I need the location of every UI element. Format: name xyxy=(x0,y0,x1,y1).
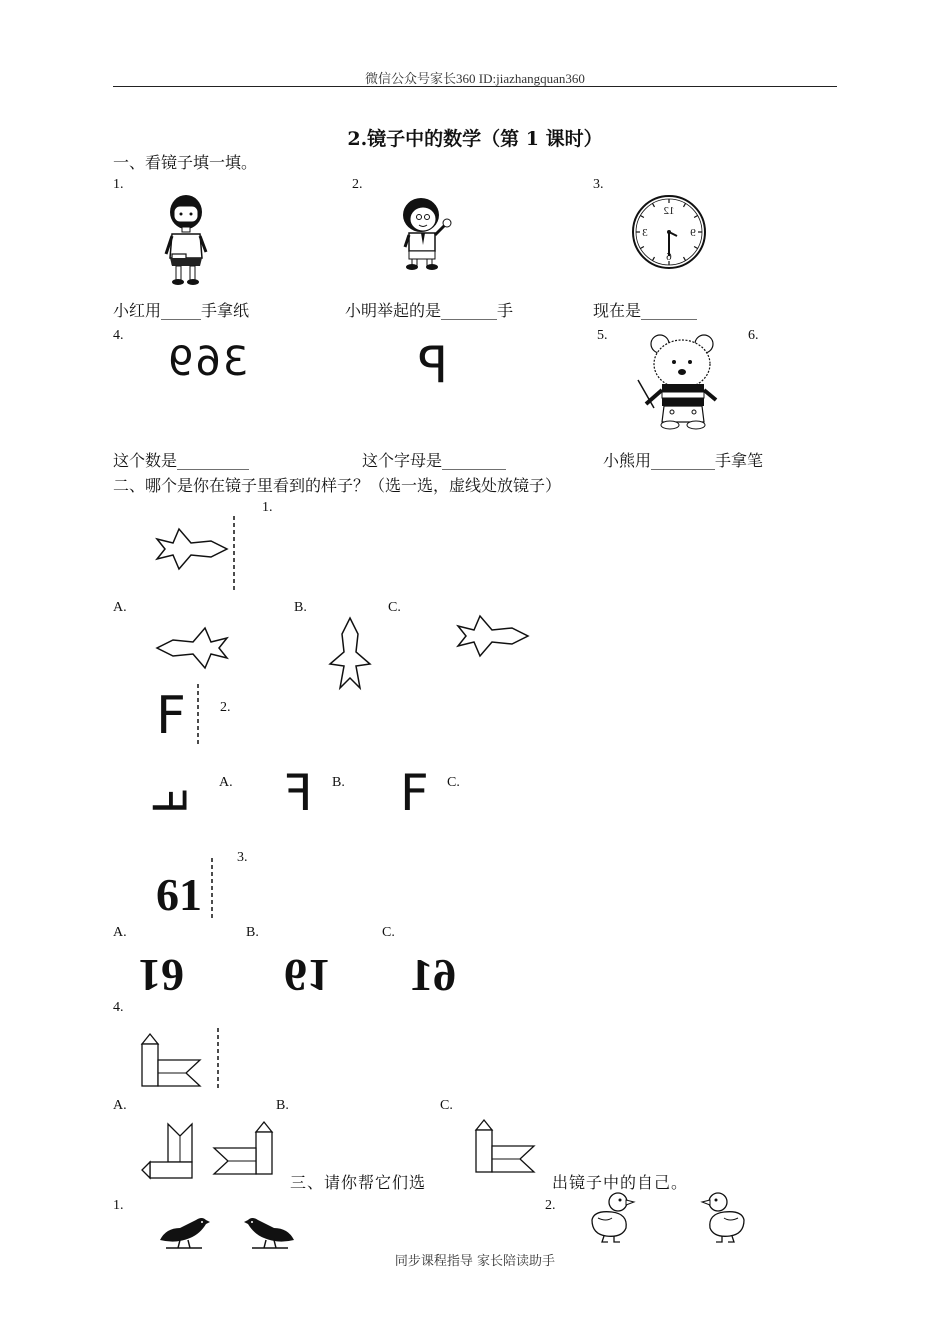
tangram-option-c-icon[interactable] xyxy=(474,1118,536,1174)
mirrored-number xyxy=(166,339,249,385)
mirror-dashed-line xyxy=(216,1028,220,1090)
letter-f-option-b-glyph: F xyxy=(284,764,313,822)
letter-f-option-b[interactable] xyxy=(284,764,313,822)
boy-illustration xyxy=(397,195,457,271)
airplane-option-b-icon[interactable] xyxy=(328,616,372,690)
clock-label-6: 6 xyxy=(666,251,672,263)
s2-q2-option-a-label: A. xyxy=(219,775,233,790)
s2-q3-option-b-label: B. xyxy=(246,925,259,940)
s1-q4-number: 4. xyxy=(113,328,124,343)
mirrored-digits: 369 xyxy=(166,339,249,385)
s1-q2-text: 小明举起的是_______手 xyxy=(345,301,514,320)
clock-label-9: 9 xyxy=(690,227,696,239)
letter-f-option-a[interactable] xyxy=(142,778,197,824)
s1-q6-number: 6. xyxy=(748,328,759,343)
s2-q4-option-b-label: B. xyxy=(276,1098,289,1113)
s3-q2-number: 2. xyxy=(545,1198,556,1213)
number-61-original: 61 xyxy=(156,869,202,920)
tangram-original-icon xyxy=(140,1032,202,1088)
bear-illustration xyxy=(636,334,728,430)
s1-q3-text: 现在是_______ xyxy=(593,301,698,320)
duck-right-icon[interactable] xyxy=(700,1190,748,1246)
tangram-option-b-icon[interactable] xyxy=(210,1120,274,1176)
section1-heading: 一、看镜子填一填。 xyxy=(113,153,258,172)
clock-label-3: 3 xyxy=(642,227,648,239)
mirrored-letter: P xyxy=(418,336,449,394)
s2-q3-option-a-label: A. xyxy=(113,925,127,940)
s2-q2-number: 2. xyxy=(220,700,231,715)
airplane-original-icon xyxy=(155,525,229,573)
airplane-option-a-icon[interactable] xyxy=(155,624,229,672)
s3-q1-number: 1. xyxy=(113,1198,124,1213)
mirrored-letter-box xyxy=(418,336,449,394)
s2-q3-number: 3. xyxy=(237,850,248,865)
section3-heading-left: 三、请你帮它们选 xyxy=(290,1173,427,1192)
section2-heading: 二、哪个是你在镜子里看到的样子？（选一选，虚线处放镜子） xyxy=(113,476,562,495)
bird-right-icon[interactable] xyxy=(240,1214,298,1250)
s2-q1-option-a-label: A. xyxy=(113,600,127,615)
s1-q5-number: 5. xyxy=(597,328,608,343)
girl-illustration xyxy=(158,192,214,288)
clock-label-12: 12 xyxy=(663,205,675,217)
s2-q4-number: 4. xyxy=(113,1000,124,1015)
number-61-option-a[interactable] xyxy=(138,950,184,1001)
s1-q4-text: 这个数是_________ xyxy=(113,451,250,470)
number-61-option-b[interactable] xyxy=(284,950,330,1001)
s1-q5-text: 这个字母是________ xyxy=(362,451,507,470)
section3-heading-right: 出镜子中的自己。 xyxy=(552,1173,689,1192)
page-title: 2.镜子中的数学（第 1 课时） xyxy=(347,128,603,150)
letter-f-option-a-glyph: F xyxy=(142,787,197,815)
number-61-option-b-glyph: 61 xyxy=(284,950,330,1001)
bird-left-icon[interactable] xyxy=(156,1214,214,1250)
s2-q1-option-c-label: C. xyxy=(388,600,401,615)
letter-f-original: F xyxy=(156,686,186,746)
s2-q3-option-c-label: C. xyxy=(382,925,395,940)
duck-left-icon[interactable] xyxy=(588,1190,636,1246)
page-footer: 同步课程指导 家长陪读助手 xyxy=(394,1254,556,1269)
s1-q6-text: 小熊用________手拿笔 xyxy=(603,451,764,470)
tangram-option-a-icon[interactable] xyxy=(140,1122,196,1184)
s1-q1-text: 小红用_____手拿纸 xyxy=(113,301,250,320)
header-rule xyxy=(113,86,837,87)
s2-q4-option-c-label: C. xyxy=(440,1098,453,1113)
s1-q3-number: 3. xyxy=(593,177,604,192)
mirror-dashed-line xyxy=(210,858,214,918)
number-61-option-c[interactable] xyxy=(410,949,456,1000)
s2-q1-option-b-label: B. xyxy=(294,600,307,615)
airplane-option-c-icon[interactable] xyxy=(456,612,530,660)
s2-q1-number: 1. xyxy=(262,500,273,515)
number-61-option-a-glyph: 61 xyxy=(138,950,184,1001)
s1-q1-number: 1. xyxy=(113,177,124,192)
s1-q2-number: 2. xyxy=(352,177,363,192)
letter-f-option-c[interactable]: F xyxy=(400,764,429,822)
clock-icon xyxy=(631,194,707,270)
number-61-option-c-glyph: 61 xyxy=(410,949,456,1000)
mirror-dashed-line xyxy=(232,516,236,590)
s2-q4-option-a-label: A. xyxy=(113,1098,127,1113)
s2-q2-option-b-label: B. xyxy=(332,775,345,790)
mirror-dashed-line xyxy=(196,684,200,746)
s2-q2-option-c-label: C. xyxy=(447,775,460,790)
page-header: 微信公众号家长360 ID:jiazhangquan360 xyxy=(365,71,585,86)
